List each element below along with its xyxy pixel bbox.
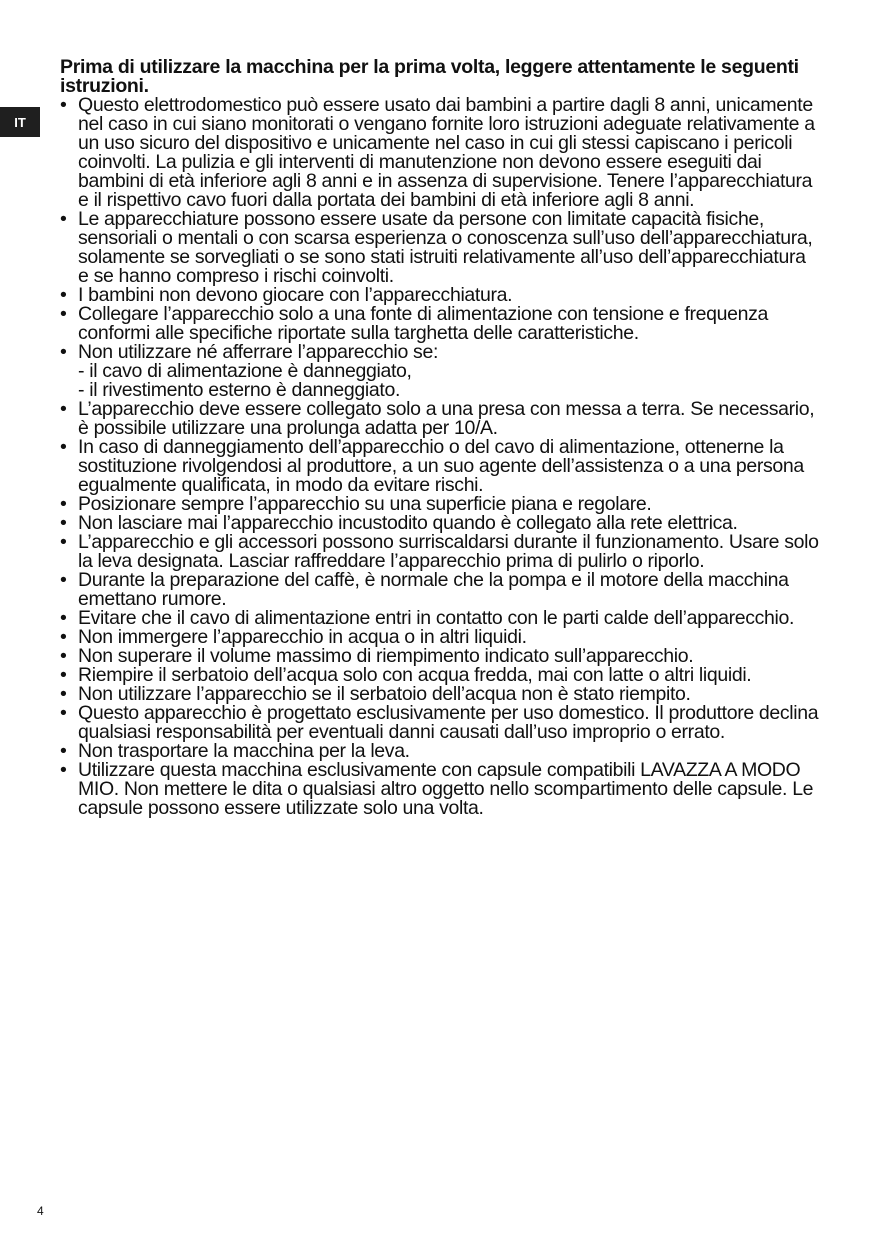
list-item-text: Evitare che il cavo di alimentazione entri in contatto con le parti calde dell’apparecchio. [78, 607, 795, 629]
bullet-icon: • [60, 208, 67, 230]
bullet-icon: • [60, 740, 67, 762]
list-item [60, 438, 820, 495]
list-item-text: Non lasciare mai l’apparecchio incustodito quando è collegato alla rete elettrica. [78, 512, 738, 534]
list-item-text: Utilizzare questa macchina esclusivamente con capsule compatibili LAVAZZA A MODO MIO. Non mettere le dita o qualsiasi altro oggetto nello scompartimento delle capsule. Le capsule possono essere utilizzate solo una volta. [78, 759, 814, 819]
bullet-icon: • [60, 664, 67, 686]
bullet-icon: • [60, 683, 67, 705]
list-item [60, 343, 820, 400]
bullet-icon: • [60, 398, 67, 420]
list-item [60, 210, 820, 286]
bullet-icon: • [60, 531, 67, 553]
bullet-icon: • [60, 645, 67, 667]
sub-item-text: - il cavo di alimentazione è danneggiato, [78, 360, 412, 382]
instructions-section [60, 58, 820, 818]
bullet-icon: • [60, 607, 67, 629]
bullet-icon: • [60, 759, 67, 781]
list-item [60, 96, 820, 210]
bullet-icon: • [60, 626, 67, 648]
list-item [60, 305, 820, 343]
list-item [60, 533, 820, 571]
bullet-icon: • [60, 341, 67, 363]
list-item-text: Non utilizzare né afferrare l’apparecchio se: [78, 341, 439, 363]
list-item-text: L’apparecchio deve essere collegato solo a una presa con messa a terra. Se necessario, è possibile utilizzare una prolunga adatta per 10/A. [78, 398, 815, 439]
list-item-text: Questo elettrodomestico può essere usato dai bambini a partire dagli 8 anni, unicamente nel caso in cui siano monitorati o vengano fornite loro istruzioni adeguate relativamente a un uso sicuro del dispositivo e unicamente nel caso in cui gli stessi capiscano i pericoli coinvolti. La pulizia e gli interventi di manutenzione non devono essere eseguiti dai bambini di età inferiore agli 8 anni e in assenza di supervisione. Tenere l’apparecchiatura e il rispettivo cavo fuori dalla portata dei bambini di età inferiore agli 8 anni. [78, 94, 815, 211]
bullet-icon: • [60, 94, 67, 116]
list-item-text: Riempire il serbatoio dell’acqua solo con acqua fredda, mai con latte o altri liquidi. [78, 664, 752, 686]
list-item-text: Posizionare sempre l’apparecchio su una superficie piana e regolare. [78, 493, 652, 515]
instructions-list [60, 96, 820, 818]
list-item [60, 704, 820, 742]
bullet-icon: • [60, 284, 67, 306]
list-item-text: Collegare l’apparecchio solo a una fonte di alimentazione con tensione e frequenza conformi alle specifiche riportate sulla targhetta delle caratteristiche. [78, 303, 769, 344]
list-item-text: L’apparecchio e gli accessori possono surriscaldarsi durante il funzionamento. Usare solo la leva designata. Lasciar raffreddare l’apparecchio prima di pulirlo o riporlo. [78, 531, 819, 572]
list-item-text: Non immergere l’apparecchio in acqua o in altri liquidi. [78, 626, 527, 648]
list-item-text: Non trasportare la macchina per la leva. [78, 740, 410, 762]
list-item-text: Non superare il volume massimo di riempimento indicato sull’apparecchio. [78, 645, 694, 667]
bullet-icon: • [60, 493, 67, 515]
bullet-icon: • [60, 303, 67, 325]
list-item-text: Le apparecchiature possono essere usate da persone con limitate capacità fisiche, sensoriali o mentali o con scarsa esperienza o conoscenza sull’uso dell’apparecchiatura, solamente se sorvegliati o se sono stati istruiti relativamente all’uso dell’apparecchiatura e se hanno compreso i rischi coinvolti. [78, 208, 813, 287]
sub-item-text: - il rivestimento esterno è danneggiato. [78, 379, 401, 401]
bullet-icon: • [60, 512, 67, 534]
page-number: 4 [37, 1204, 44, 1218]
list-item-text: Durante la preparazione del caffè, è normale che la pompa e il motore della macchina emettano rumore. [78, 569, 789, 610]
list-item [60, 400, 820, 438]
bullet-icon: • [60, 569, 67, 591]
language-tab: IT [0, 107, 40, 137]
bullet-icon: • [60, 436, 67, 458]
list-item-text: Questo apparecchio è progettato esclusivamente per uso domestico. Il produttore declina qualsiasi responsabilità per eventuali danni causati dall’uso improprio o errato. [78, 702, 819, 743]
list-item-text: In caso di danneggiamento dell’apparecchio o del cavo di alimentazione, ottenerne la sostituzione rivolgendosi al produttore, a un suo agente dell’assistenza o a una persona egualmente qualificata, in modo da evitare rischi. [78, 436, 804, 496]
list-item-text: Non utilizzare l’apparecchio se il serbatoio dell’acqua non è stato riempito. [78, 683, 691, 705]
instructions-heading: Prima di utilizzare la macchina per la prima volta, leggere attentamente le seguenti istruzioni. [60, 56, 799, 97]
list-item [60, 761, 820, 818]
bullet-icon: • [60, 702, 67, 724]
list-item [60, 571, 820, 609]
list-item-text: I bambini non devono giocare con l’apparecchiatura. [78, 284, 513, 306]
